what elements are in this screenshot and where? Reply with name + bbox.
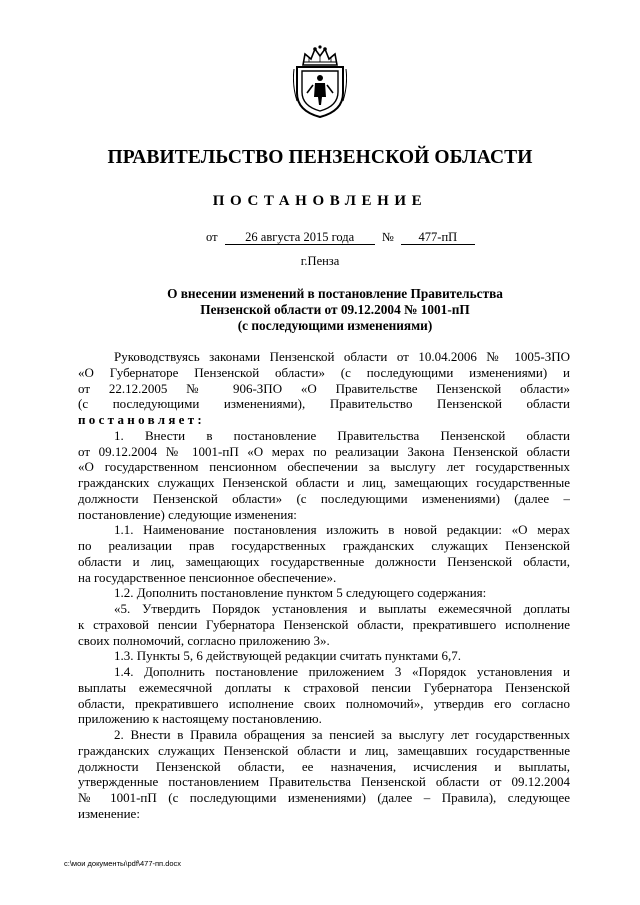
date-prefix: от xyxy=(206,230,218,244)
title-line: О внесении изменений в постановление Правительства xyxy=(167,286,503,301)
body-line: постановление) следующие изменения: xyxy=(78,506,297,522)
body-line: 1.1. Наименование постановления изложить в новой редакции: «О мерах xyxy=(114,522,570,538)
body-line: (с последующими изменениями), Правительство Пензенской области xyxy=(78,396,570,412)
body-line: области, прекратившего исполнение своих полномочий», утвердив его согласно xyxy=(78,695,570,711)
body-line: гражданских служащих Пензенской области и лиц, замещавших государственные xyxy=(78,742,570,758)
body-line: области и лиц, замещающих государственные должности Пензенской области, xyxy=(78,553,570,569)
body-line: 1.4. Дополнить постановление приложением 3 «Порядок установления и xyxy=(114,664,570,679)
body-line: должности Пензенской области, ее назначения, исчисления и выплаты, xyxy=(78,758,570,774)
body-line: 1.3. Пункты 5, 6 действующей редакции считать пунктами 6,7. xyxy=(114,648,462,664)
body-line: от 09.12.2004 № 1001-пП «О мерах по реализации Закона Пензенской области xyxy=(78,443,570,459)
organization-title: ПРАВИТЕЛЬСТВО ПЕНЗЕНСКОЙ ОБЛАСТИ xyxy=(107,147,533,168)
body-line: по реализации прав государственных гражданских служащих Пензенской xyxy=(78,538,570,553)
body-line: Руководствуясь законами Пензенской области от 10.04.2006 № 1005-ЗПО xyxy=(114,349,570,364)
coat-of-arms-emblem xyxy=(293,45,347,119)
title-line: (с последующими изменениями) xyxy=(237,318,433,333)
body-line: выплаты ежемесячной доплаты к страховой пенсии Губернатора Пензенской xyxy=(78,679,570,695)
body-line: изменение: xyxy=(78,805,140,821)
body-line-postanovlyaet: постановляет: xyxy=(78,412,206,427)
document-number: 477-пП xyxy=(401,230,475,245)
file-path-footer: c:\мои документы\pdf\477-пп.docx xyxy=(64,859,182,868)
body-line: № 1001-пП (с последующими изменениями) (далее – Правила), следующее xyxy=(78,790,570,805)
body-line: к страховой пенсии Губернатора Пензенской области, прекратившего исполнение xyxy=(78,616,570,632)
document-date: 26 августа 2015 года xyxy=(225,230,375,245)
body-line: своих полномочий, согласно приложению 3». xyxy=(78,632,330,648)
body-line: от 22.12.2005 № 906-ЗПО «О Правительстве Пензенской области» xyxy=(78,380,570,396)
body-line: на государственное пенсионное обеспечение». xyxy=(78,569,337,585)
number-prefix: № xyxy=(381,230,394,244)
body-line: приложению к настоящему постановлению. xyxy=(78,711,322,727)
date-number-line xyxy=(206,230,475,245)
title-line: Пензенской области от 09.12.2004 № 1001-пП xyxy=(200,302,470,317)
body-line: «О государственном пенсионном обеспечении за выслугу лет государственных xyxy=(78,459,570,475)
body-line: 1.2. Дополнить постановление пунктом 5 следующего содержания: xyxy=(114,585,487,601)
body-line: «5. Утвердить Порядок установления и выплаты ежемесячной доплаты xyxy=(114,601,570,616)
body-line: «О Губернаторе Пензенской области» (с последующими изменениями) и xyxy=(78,364,570,380)
document-body xyxy=(78,349,570,822)
body-line: гражданских служащих Пензенской области и лиц, замещающих государственные xyxy=(78,475,570,490)
document-type: ПОСТАНОВЛЕНИЕ xyxy=(212,193,428,209)
body-line: должности Пензенской области» (с последующими изменениями) (далее – xyxy=(78,490,570,506)
body-line: 1. Внести в постановление Правительства Пензенской области xyxy=(114,427,570,443)
city: г.Пенза xyxy=(300,254,340,268)
body-line: 2. Внести в Правила обращения за пенсией за выслугу лет государственных xyxy=(114,727,570,742)
body-line: утвержденные постановлением Правительства Пензенской области от 09.12.2004 xyxy=(78,774,570,790)
document-title xyxy=(140,286,530,334)
